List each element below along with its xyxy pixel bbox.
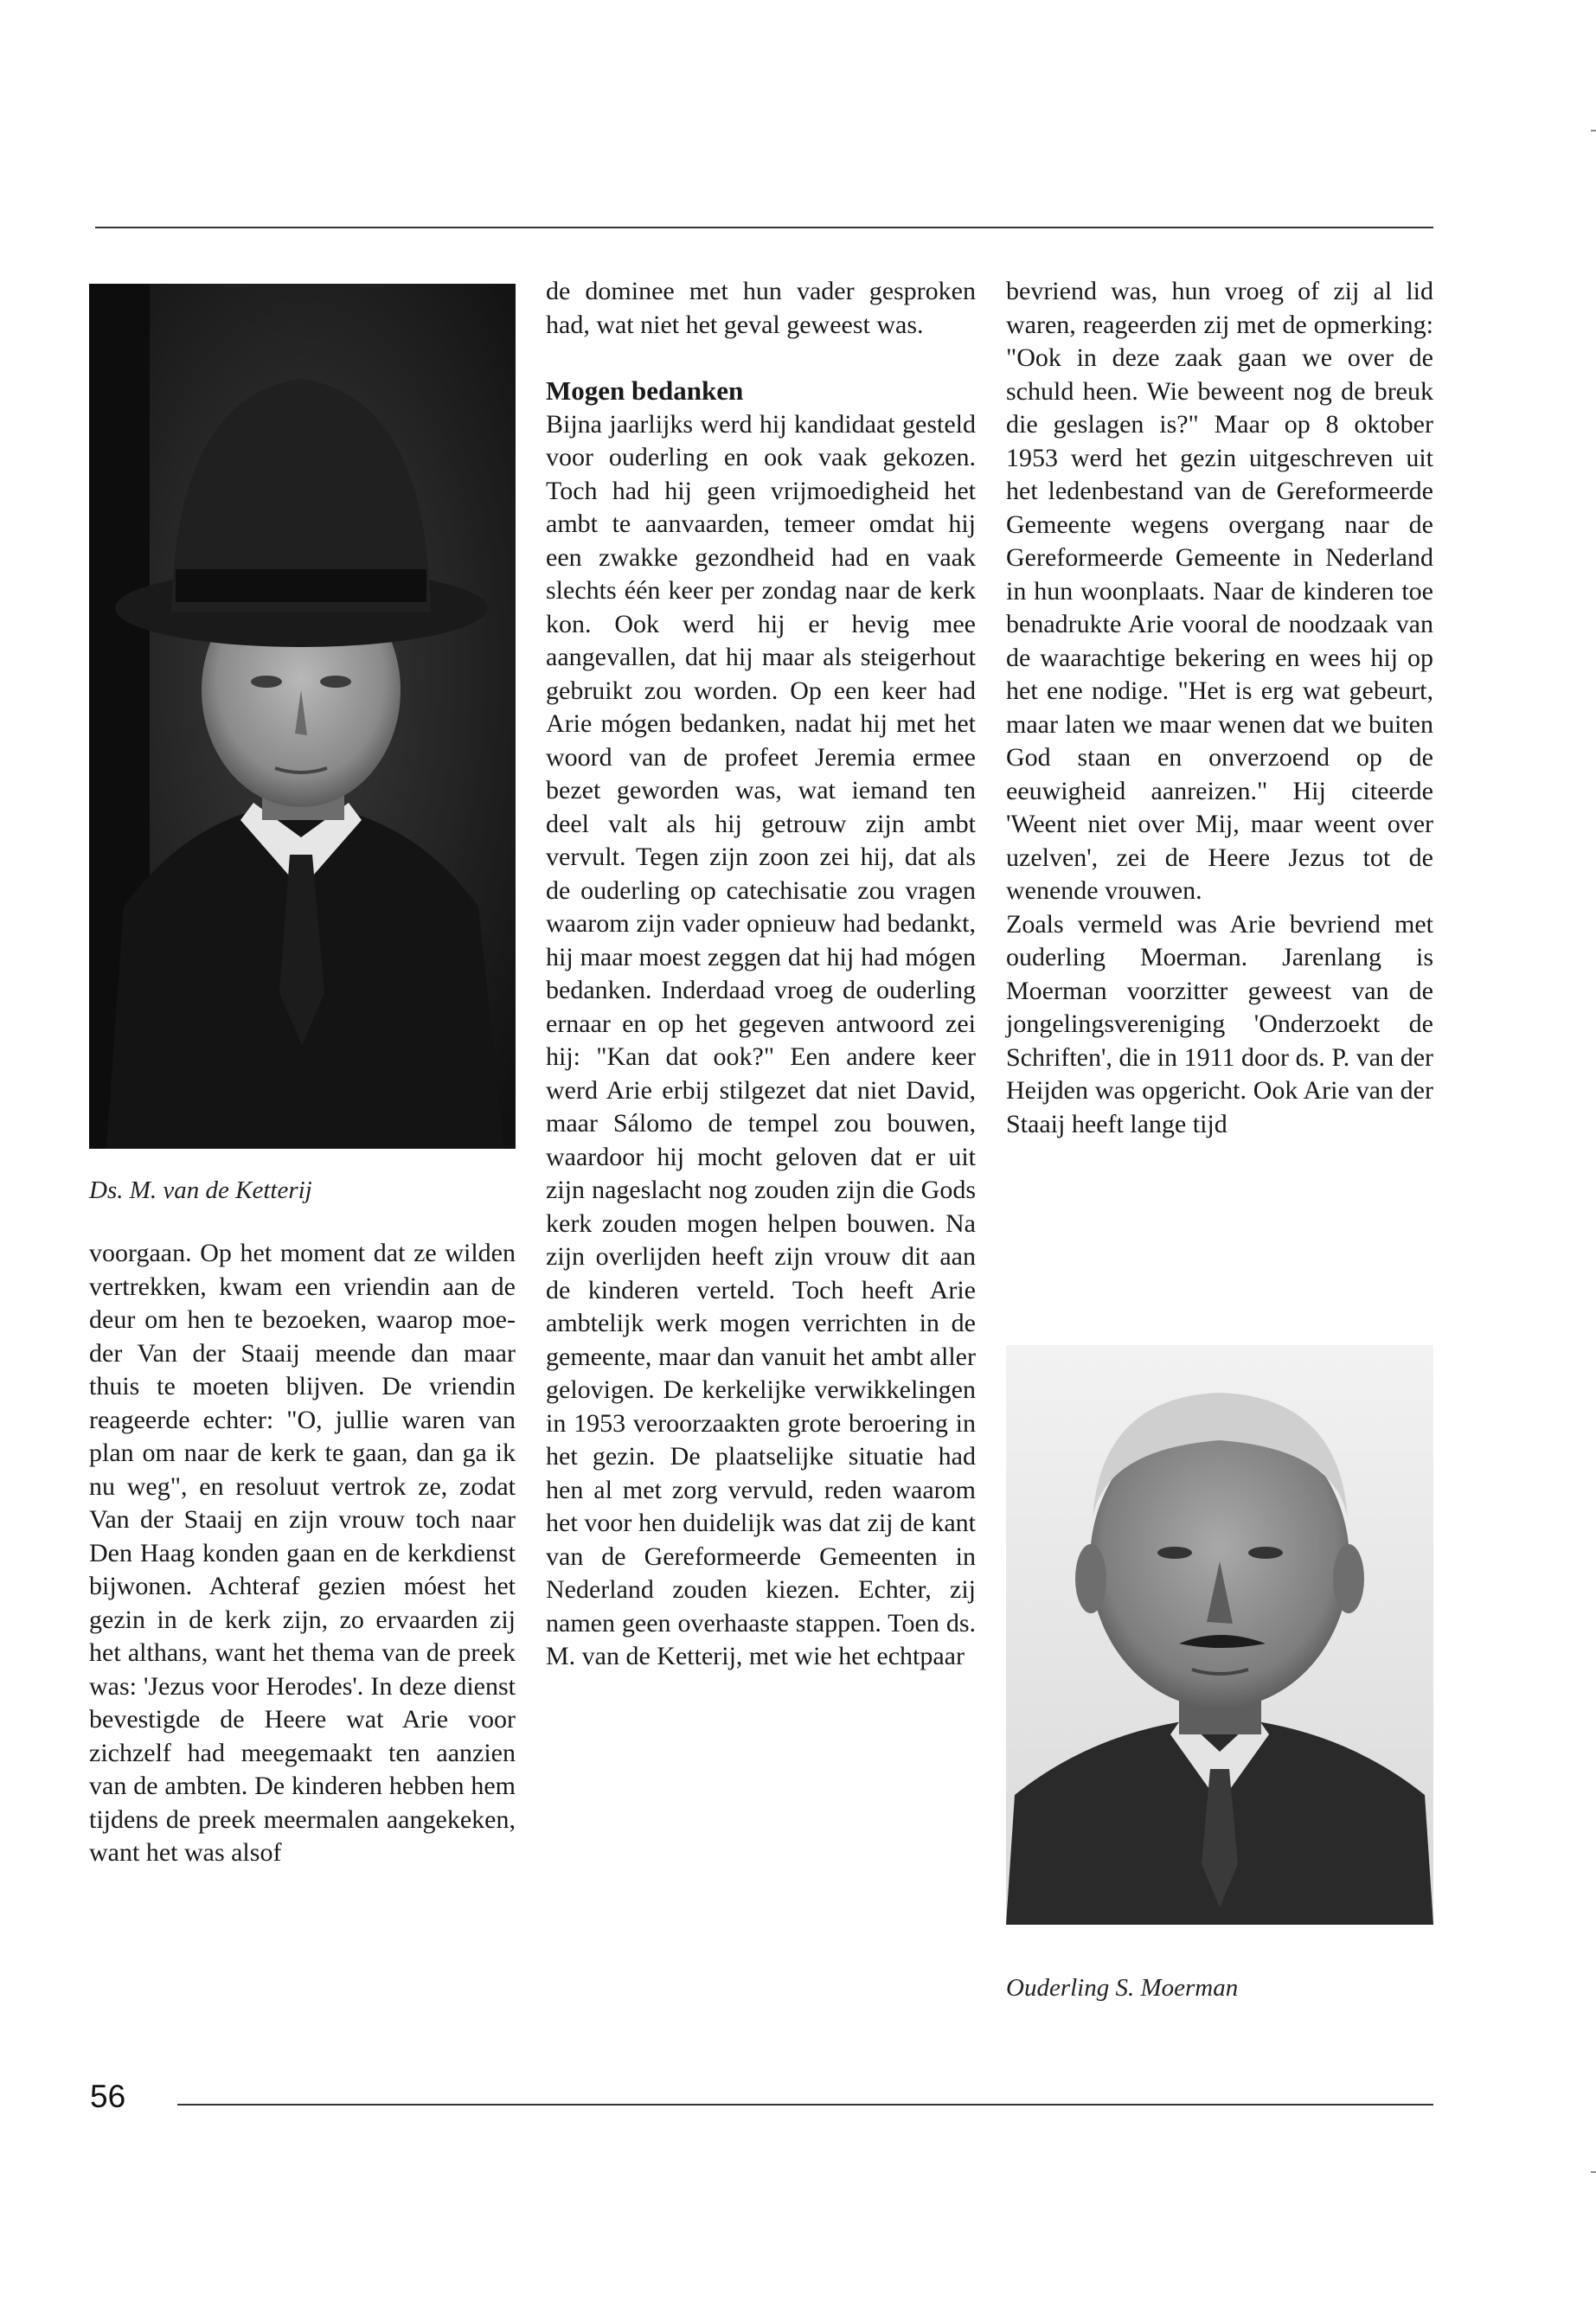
text-column-2 — [546, 275, 976, 1674]
section-heading: Mogen bedanken — [546, 375, 744, 406]
portrait-ketterij-image — [89, 284, 516, 1149]
edge-mark-top — [1591, 130, 1596, 131]
portrait-ketterij-caption: Ds. M. van de Ketterij — [89, 1176, 312, 1204]
top-rule — [95, 227, 1433, 228]
text-column-3 — [1006, 275, 1433, 1141]
portrait-moerman-image — [1006, 1345, 1433, 1925]
bottom-rule — [177, 2104, 1433, 2106]
text-column-1 — [89, 1237, 516, 1870]
page-number: 56 — [90, 2079, 126, 2114]
column3-paragraph-2: Zoals vermeld was Arie bevriend met ouderling Moerman. Jarenlang is Moerman voorzitter geweest van de jongelingsvereniging 'Onderzoekt de Schriften', die in 1911 door ds. P. van der Heijden was opgericht. Ook Arie van der Staaij heeft lange tijd — [1006, 909, 1433, 1138]
portrait-moerman-caption: Ouderling S. Moerman — [1006, 1974, 1239, 2002]
portrait-moerman-photo — [1006, 1345, 1433, 1925]
column3-paragraph-1: bevriend was, hun vroeg of zij al lid waren, reageerden zij met de opmerking: "Ook in deze zaak gaan we over de schuld heen. Wie beweent nog de breuk die geslagen is?" Maar op 8 oktober 1953 werd het gezin uitgeschreven uit het ledenbestand van de Gereformeerde Gemeente wegens overgang naar de Gereformeerde Gemeente in Nederland in hun woonplaats. Naar de kinderen toe benadrukte Arie vooral de noodzaak van de waarachtige bekering en wees hij op het ene nodige. "Het is erg wat gebeurt, maar laten we maar wenen dat we buiten God staan en onverzoend op de eeuwigheid aanreizen." Hij citeerde 'Weent niet over Mij, maar weent over uzelven', zei de Heere Jezus tot de wenende vrouwen. — [1006, 277, 1433, 905]
column2-intro: de dominee met hun vader gesproken had, wat niet het geval geweest was. — [546, 277, 976, 339]
column2-paragraph: Bijna jaarlijks werd hij kandidaat gesteld voor ouderling en ook vaak gekozen. Toch had hij geen vrijmoedigheid het ambt te aanvaarden, temeer omdat hij een zwakke gezondheid had en vaak slechts één keer per zondag naar de kerk kon. Ook werd hij er hevig mee aangevallen, dat hij maar als steigerhout gebruikt zou worden. Op een keer had Arie mógen bedanken, nadat hij met het woord van de profeet Jeremia ermee bezet geworden was, wat iemand ten deel valt als hij getrouw zijn ambt vervult. Tegen zijn zoon zei hij, dat als de ouderling op catechisatie zou vragen waarom zijn vader opnieuw had bedankt, hij maar moest zeggen dat hij had mógen bedanken. Inderdaad vroeg de ouderling ernaar en op het gegeven antwoord zei hij: "Kan dat ook?" Een andere keer werd Arie erbij stilgezet dat niet David, maar Sálomo de tempel zou bouwen, waardoor hij mocht geloven dat er uit zijn nageslacht nog zouden zijn die Gods kerk zouden mogen helpen bouwen. Na zijn overlijden heeft zijn vrouw dit aan de kinderen verteld. Toch heeft Arie ambtelijk werk mogen verrichten in de gemeente, maar dan vanuit het ambt aller gelovigen. De kerkelijke verwikkelingen in 1953 veroorzaakten grote beroering in het gezin. De plaatselijke situatie had hen al met zorg vervuld, reden waarom het voor hen duidelijk was dat zij de kant van de Gereformeerde Gemeenten in Nederland zouden kiezen. Echter, zij namen geen overhaaste stappen. Toen ds. M. van de Ketterij, met wie het echtpaar — [546, 409, 976, 1670]
edge-mark-bottom — [1591, 2171, 1596, 2173]
portrait-ketterij-photo — [89, 284, 516, 1149]
column1-paragraph: voorgaan. Op het moment dat ze wilden vertrekken, kwam een vriendin aan de deur om hen te bezoeken, waarop moeder Van der Staaij meende dan maar thuis te moeten blijven. De vriendin reageerde echter: "O, jullie waren van plan om naar de kerk te gaan, dan ga ik nu weg", en resoluut vertrok ze, zodat Van der Staaij en zijn vrouw toch naar Den Haag konden gaan en de kerkdienst bijwonen. Achteraf gezien móest het gezin in de kerk zijn, zo ervaarden zij het althans, want het thema van de preek was: 'Jezus voor Herodes'. In deze dienst bevestigde de Heere wat Arie voor zichzelf had meegemaakt ten aanzien van de ambten. De kinderen hebben hem tijdens de preek meermalen aangekeken, want het was alsof — [89, 1239, 516, 1867]
